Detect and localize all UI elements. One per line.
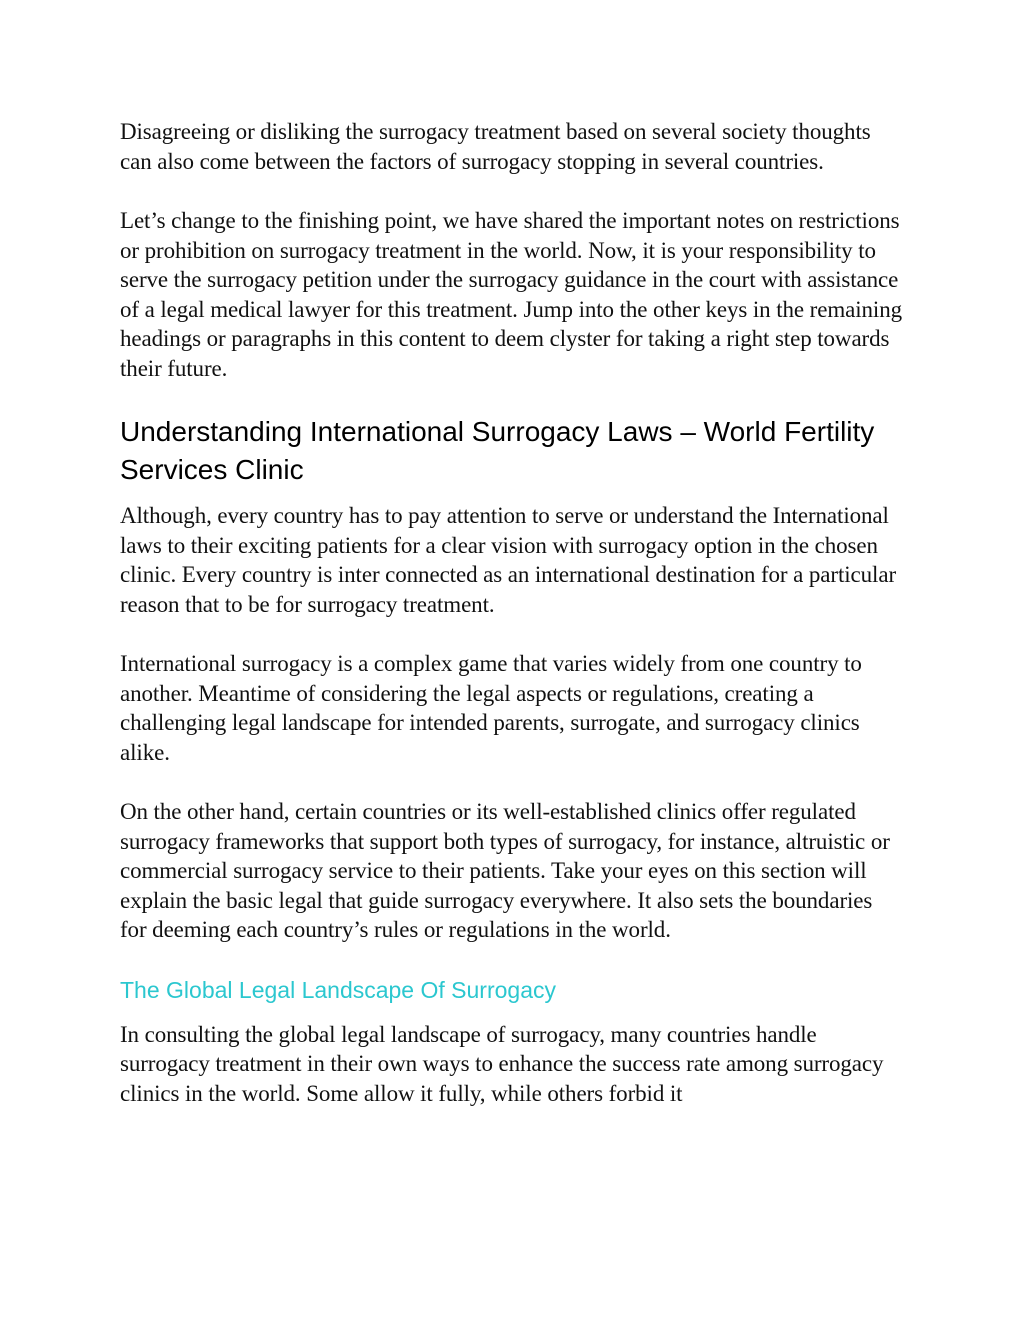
subsection-heading-global-legal-landscape: The Global Legal Landscape Of Surrogacy	[120, 976, 556, 1003]
intro-paragraph-society-factors: Disagreeing or disliking the surrogacy treatment based on several society thoughts can also come between the factors of surrogacy stopping in several countries.	[120, 119, 871, 174]
intro-paragraph-finishing-point: Let’s change to the finishing point, we have shared the important notes on restrictions or prohibition on surrogacy treatment in the world. Now, it is your responsibility to serve the surrogacy petition under the surrogacy guidance in the court with assistance of a legal medical lawyer for this treatment. Jump into the other keys in the remaining headings or paragraphs in this content to deem clyster for taking a right step towards their future.	[120, 208, 903, 381]
section-paragraph-regulated-frameworks: On the other hand, certain countries or its well-established clinics offer regulated surrogacy frameworks that support both types of surrogacy, for instance, altruistic or commercial surrogacy service to their patients. Take your eyes on this section will explain the basic legal that guide surrogacy everywhere. It also sets the boundaries for deeming each country’s rules or regulations in the world.	[120, 799, 890, 942]
section-paragraph-country-attention: Although, every country has to pay attention to serve or understand the International laws to their exciting patients for a clear vision with surrogacy option in the chosen clinic. Every country is inter connected as an international destination for a particular reason that to be for surrogacy treatment.	[120, 503, 896, 617]
section-paragraph-complex-game: International surrogacy is a complex game that varies widely from one country to another. Meantime of considering the legal aspects or regulations, creating a challenging legal landscape for intended parents, surrogate, and surrogacy clinics alike.	[120, 651, 862, 765]
subsection-paragraph-consulting-landscape: In consulting the global legal landscape of surrogacy, many countries handle surrogacy treatment in their own ways to enhance the success rate among surrogacy clinics in the world. Some allow it fully, while others forbid it	[120, 1021, 884, 1106]
section-heading-international-surrogacy-laws: Understanding International Surrogacy Laws – World Fertility Services Clinic	[120, 416, 875, 485]
